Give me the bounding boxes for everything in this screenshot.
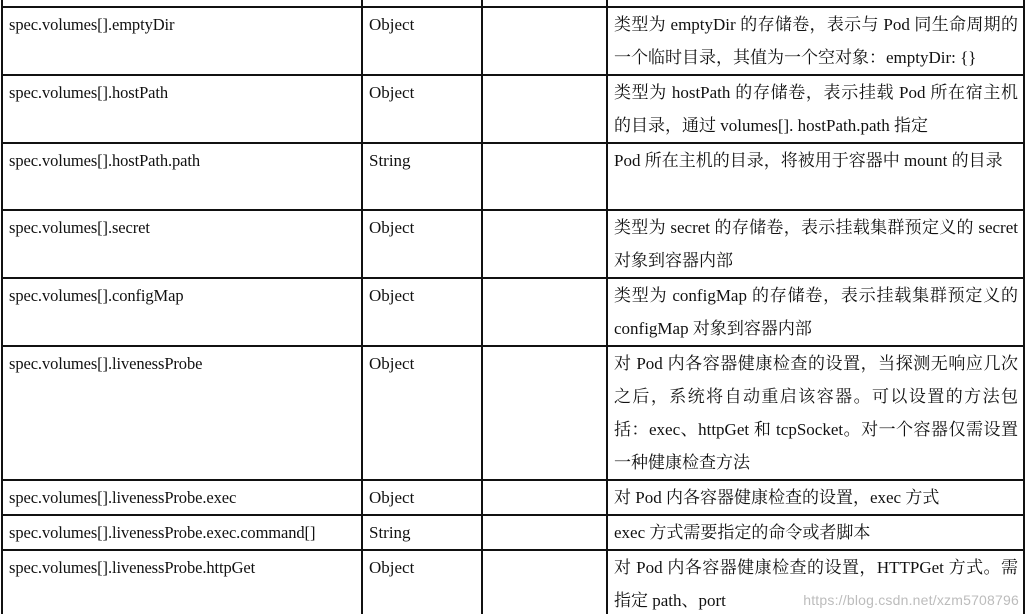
param-cell: spec.volumes[].livenessProbe.exec.command[]: [2, 515, 362, 550]
required-cell: [482, 7, 607, 75]
watermark: https://blog.csdn.net/xzm5708796: [803, 592, 1019, 608]
required-cell: [482, 0, 607, 7]
field-spec-table: [1, 0, 1025, 614]
required-cell: [482, 143, 607, 210]
param-cell: spec.volumes[].hostPath.path: [2, 143, 362, 210]
desc-cell: [607, 0, 1024, 7]
table-row: [2, 75, 1024, 143]
table-row: [2, 515, 1024, 550]
type-cell: Object: [362, 550, 482, 614]
type-cell: Object: [362, 7, 482, 75]
desc-cell: 类型为 configMap 的存储卷，表示挂载集群预定义的 configMap 对象到容器内部: [607, 278, 1024, 346]
table-row: [2, 346, 1024, 480]
desc-cell: 对 Pod 内各容器健康检查的设置，当探测无响应几次之后，系统将自动重启该容器。可以设置的方法包括：exec、httpGet 和 tcpSocket。对一个容器仅需设置一种健康检查方法: [607, 346, 1024, 480]
param-cell: spec.volumes[].secret: [2, 210, 362, 278]
required-cell: [482, 480, 607, 515]
param-cell: spec.volumes[].livenessProbe.exec: [2, 480, 362, 515]
param-cell: spec.volumes[].livenessProbe.httpGet: [2, 550, 362, 614]
type-cell: Object: [362, 210, 482, 278]
table-row: [2, 7, 1024, 75]
param-cell: spec.volumes[].hostPath: [2, 75, 362, 143]
table-row: [2, 0, 1024, 7]
desc-cell: 对 Pod 内各容器健康检查的设置，HTTPGet 方式。需指定 path、port: [607, 550, 1024, 614]
table-row: [2, 480, 1024, 515]
required-cell: [482, 346, 607, 480]
desc-cell: 对 Pod 内各容器健康检查的设置，exec 方式: [607, 480, 1024, 515]
param-cell: spec.volumes[].emptyDir: [2, 7, 362, 75]
desc-cell: 类型为 emptyDir 的存储卷，表示与 Pod 同生命周期的一个临时目录，其值为一个空对象：emptyDir: {}: [607, 7, 1024, 75]
type-cell: Object: [362, 480, 482, 515]
param-cell: spec.volumes[].livenessProbe: [2, 346, 362, 480]
param-cell: spec.volumes[].configMap: [2, 278, 362, 346]
required-cell: [482, 210, 607, 278]
desc-cell: exec 方式需要指定的命令或者脚本: [607, 515, 1024, 550]
required-cell: [482, 515, 607, 550]
table-row: [2, 278, 1024, 346]
type-cell: Object: [362, 75, 482, 143]
type-cell: Object: [362, 278, 482, 346]
required-cell: [482, 550, 607, 614]
type-cell: Object: [362, 346, 482, 480]
type-cell: String: [362, 143, 482, 210]
desc-cell: Pod 所在主机的目录，将被用于容器中 mount 的目录: [607, 143, 1024, 210]
param-cell: [2, 0, 362, 7]
desc-cell: 类型为 secret 的存储卷，表示挂载集群预定义的 secret 对象到容器内部: [607, 210, 1024, 278]
table-row: [2, 143, 1024, 210]
desc-cell: 类型为 hostPath 的存储卷，表示挂载 Pod 所在宿主机的目录，通过 volumes[]. hostPath.path 指定: [607, 75, 1024, 143]
type-cell: String: [362, 515, 482, 550]
table-row: [2, 210, 1024, 278]
type-cell: [362, 0, 482, 7]
required-cell: [482, 75, 607, 143]
required-cell: [482, 278, 607, 346]
